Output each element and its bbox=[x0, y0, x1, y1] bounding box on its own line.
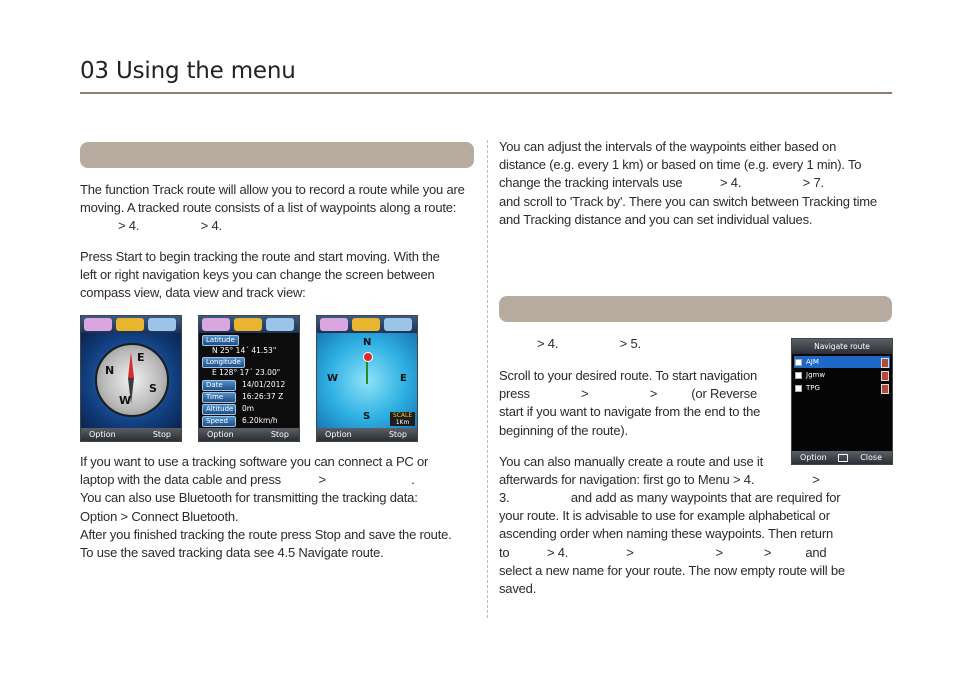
text-line: You can also manually create a route and use it bbox=[499, 454, 764, 469]
route-name: Jgmw bbox=[806, 371, 826, 379]
data-label-time: Time bbox=[202, 392, 236, 403]
data-value-longitude: E 128° 17´ 23.00" bbox=[212, 368, 281, 377]
route-icon bbox=[881, 384, 889, 394]
text-line: You can adjust the intervals of the waypoints either based on bbox=[499, 139, 837, 154]
compass-south: S bbox=[149, 382, 157, 395]
navigate-route-screenshot bbox=[791, 338, 893, 465]
track-view-screenshot bbox=[316, 315, 418, 442]
scale-label: SCALE bbox=[392, 412, 413, 419]
checkbox-icon bbox=[795, 359, 802, 366]
compass-north: N bbox=[105, 364, 115, 377]
text-line: > 4. > 5. bbox=[537, 336, 641, 351]
softkey-stop: Stop bbox=[270, 430, 289, 439]
navigate-route-title: Navigate route bbox=[792, 339, 892, 354]
compass-west: W bbox=[119, 394, 132, 407]
page-title: 03 Using the menu bbox=[80, 58, 296, 84]
route-name: TPG bbox=[806, 384, 820, 392]
text-line: > 4. > 4. bbox=[118, 218, 222, 234]
compass-view-screenshot bbox=[80, 315, 182, 442]
tab-icon bbox=[202, 318, 230, 331]
data-label-latitude: Latitude bbox=[202, 335, 239, 346]
softkey-option: Option bbox=[325, 430, 352, 439]
text-line: press > > (or Reverse bbox=[499, 386, 757, 402]
column-divider bbox=[487, 140, 488, 618]
route-list-item bbox=[794, 382, 890, 394]
text-line: Option > Connect Bluetooth. bbox=[80, 508, 239, 524]
data-value-speed: 6.20km/h bbox=[242, 416, 278, 425]
softkey-stop: Stop bbox=[388, 430, 407, 439]
text-line: change the tracking intervals use > 4. > 7. bbox=[499, 175, 824, 191]
text-line: If you want to use a tracking software you can connect a PC or bbox=[80, 454, 429, 469]
text-line: start if you want to navigate from the end to the bbox=[499, 404, 761, 420]
scale-value: 1Km bbox=[395, 419, 410, 426]
text-line: compass view, data view and track view: bbox=[80, 285, 306, 301]
text-line: moving. A tracked route consists of a list of waypoints along a route: bbox=[80, 200, 457, 216]
text-line: and scroll to 'Track by'. There you can switch between Tracking time bbox=[499, 193, 877, 209]
route-icon bbox=[881, 371, 889, 381]
text-line: laptop with the data cable and press > . bbox=[80, 472, 415, 488]
text-line: beginning of the route). bbox=[499, 422, 628, 438]
tab-icon bbox=[320, 318, 348, 331]
checkbox-icon bbox=[795, 372, 802, 379]
softkey-option: Option bbox=[89, 430, 116, 439]
track-route-start bbox=[80, 248, 480, 303]
track-north: N bbox=[363, 337, 372, 348]
manual-route-text bbox=[499, 489, 893, 598]
text-line: saved. bbox=[499, 581, 537, 597]
info-tab-icon bbox=[116, 318, 144, 331]
menu-key-icon bbox=[838, 454, 848, 462]
data-label-longitude: Longitude bbox=[202, 357, 245, 368]
text-line: and Tracking distance and you can set individual values. bbox=[499, 211, 813, 227]
text-line: ascending order when naming these waypoints. Then return bbox=[499, 526, 833, 542]
data-label-date: Date bbox=[202, 380, 236, 391]
data-view-screenshot bbox=[198, 315, 300, 442]
section-heading-navigate-route bbox=[499, 296, 892, 322]
info-tab-icon bbox=[234, 318, 262, 331]
data-value-date: 14/01/2012 bbox=[242, 380, 286, 389]
tab-icon bbox=[84, 318, 112, 331]
section-heading-track-route bbox=[80, 142, 474, 168]
text-line: 3. and add as many waypoints that are required for bbox=[499, 490, 841, 505]
tab-icon bbox=[266, 318, 294, 331]
scale-indicator bbox=[390, 412, 415, 426]
softkey-option: Option bbox=[207, 430, 234, 439]
navigate-route-path bbox=[499, 335, 779, 353]
text-line: to > 4. > > > and bbox=[499, 544, 827, 560]
text-line: After you finished tracking the route press Stop and save the route. bbox=[80, 526, 452, 542]
softkey-close: Close bbox=[860, 453, 882, 462]
text-line: You can also use Bluetooth for transmitting the tracking data: bbox=[80, 490, 418, 506]
position-marker-icon bbox=[363, 352, 373, 362]
title-rule bbox=[80, 92, 892, 94]
track-west: W bbox=[327, 373, 339, 384]
tab-icon bbox=[148, 318, 176, 331]
data-label-speed: Speed bbox=[202, 416, 236, 427]
checkbox-icon bbox=[795, 385, 802, 392]
text-line: left or right navigation keys you can change the screen between bbox=[80, 267, 435, 283]
data-value-altitude: 0m bbox=[242, 404, 255, 413]
compass-east: E bbox=[137, 351, 145, 364]
tracking-software-text bbox=[80, 453, 480, 562]
text-line: Scroll to your desired route. To start navigation bbox=[499, 368, 758, 383]
text-line: Press Start to begin tracking the route and start moving. With the bbox=[80, 249, 440, 264]
data-value-time: 16:26:37 Z bbox=[242, 392, 284, 401]
text-line: afterwards for navigation: first go to Menu > 4. > bbox=[499, 472, 820, 488]
text-line: The function Track route will allow you to record a route while you are bbox=[80, 182, 465, 197]
tracking-intervals-text bbox=[499, 138, 893, 229]
text-line: distance (e.g. every 1 km) or based on time (e.g. every 1 min). To bbox=[499, 157, 862, 173]
data-label-altitude: Altitude bbox=[202, 404, 236, 415]
data-value-latitude: N 25° 14´ 41.53" bbox=[212, 346, 277, 355]
track-south: S bbox=[363, 411, 371, 422]
text-line: select a new name for your route. The now empty route will be bbox=[499, 562, 845, 578]
tab-icon bbox=[384, 318, 412, 331]
navigate-route-start-text bbox=[499, 367, 789, 440]
route-list-item bbox=[794, 356, 890, 368]
softkey-stop: Stop bbox=[152, 430, 171, 439]
route-name: AJM bbox=[806, 358, 819, 366]
route-icon bbox=[881, 358, 889, 368]
softkey-option: Option bbox=[800, 453, 827, 462]
info-tab-icon bbox=[352, 318, 380, 331]
text-line: To use the saved tracking data see 4.5 Navigate route. bbox=[80, 545, 384, 561]
text-line: your route. It is advisable to use for example alphabetical or bbox=[499, 508, 830, 524]
route-list-item bbox=[794, 369, 890, 381]
track-route-intro bbox=[80, 181, 480, 236]
track-east: E bbox=[400, 373, 407, 384]
